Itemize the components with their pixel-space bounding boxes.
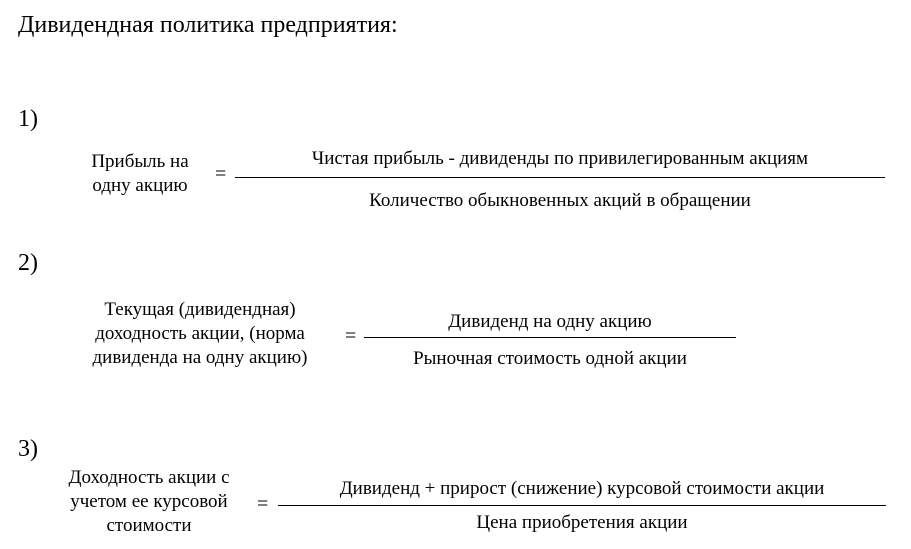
formula-3-equals: = (257, 493, 269, 515)
formula-2-fraction-bar (364, 337, 736, 338)
formula-1-lhs (70, 150, 210, 198)
formula-2-denominator: Рыночная стоимость одной акции (413, 348, 687, 369)
formula-3-denominator: Цена приобретения акции (476, 512, 688, 533)
formula-1-fraction-bar (235, 177, 885, 178)
formula-2-lhs (62, 298, 338, 370)
formula-3-lhs (36, 466, 262, 538)
page-title: Дивидендная политика предприятия: (18, 12, 398, 38)
formula-3-numerator: Дивиденд + прирост (снижение) курсовой стоимости акции (339, 478, 825, 499)
formula-1-lhs-line-2: одну акцию (92, 175, 188, 196)
formula-3-fraction-bar (278, 505, 886, 506)
formula-3-lhs-line-3: стоимости (106, 515, 192, 536)
formula-3-number: 3) (18, 436, 38, 462)
formula-2-equals: = (345, 325, 357, 347)
formula-1-denominator: Количество обыкновенных акций в обращении (369, 190, 751, 211)
formula-2-lhs-line-3: дивиденда на одну акцию) (92, 347, 308, 368)
formula-1-lhs-line-1: Прибыль на (91, 151, 189, 172)
formula-2-number: 2) (18, 250, 38, 276)
formula-3-lhs-line-2: учетом ее курсовой (70, 491, 228, 512)
formula-2-numerator: Дивиденд на одну акцию (448, 311, 652, 332)
formula-2-lhs-line-1: Текущая (дивидендная) (104, 299, 296, 320)
formula-2-lhs-line-2: доходность акции, (норма (95, 323, 305, 344)
formula-1-equals: = (215, 163, 227, 185)
formula-3-lhs-line-1: Доходность акции с (68, 467, 230, 488)
formula-1-numerator: Чистая прибыль - дивиденды по привилегированным акциям (311, 148, 809, 169)
formula-1-number: 1) (18, 106, 38, 132)
